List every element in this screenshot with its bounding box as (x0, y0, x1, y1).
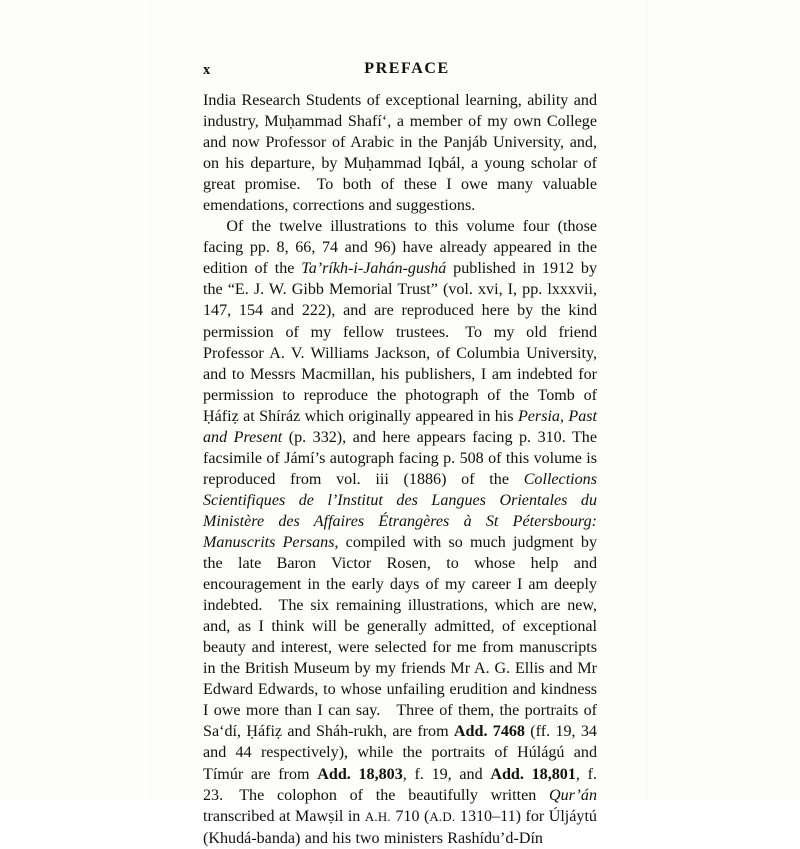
folio-number: x (203, 62, 211, 78)
page-title: PREFACE (364, 60, 450, 77)
text-run-italic: Ta’ríkh-i-Jahán-gushá (301, 260, 447, 278)
scan-edge-right (646, 0, 647, 800)
running-head (203, 58, 597, 88)
text-run-italic: Persia, Past and Present (203, 407, 598, 446)
scan-edge-left (150, 0, 151, 800)
body-paragraph-1: India Research Students of exceptional learning, ability and industry, Muḥammad Shafí‘, a member of my own College and now Professor of Arabic in the Panjáb University, and, on his departure, by Muḥammad Iqbál, a young scholar of great promise. To both of these I owe many valuable emendations, corrections and suggestions. (203, 92, 597, 215)
text-run-bold: Add. 18,803 (317, 765, 403, 783)
text-run-smallcaps: A.D. (429, 809, 456, 824)
text-run-bold: Add. 7468 (453, 723, 525, 741)
text-column (203, 58, 597, 849)
text-run-bold: Add. 18,801 (490, 765, 576, 783)
body-paragraph-2: Of the twelve illustrations to this volume four (those facing pp. 8, 66, 74 and 96) have already appeared in the edition of the Ta’ríkh-i-Jahán-gushá published in 1912 by the “E. J. W. Gibb Memorial Trust” (vol. xvi, I, pp. lxxxvii, 147, 154 and 222), and are reproduced here by the kind permission of my fellow trustees. To my old friend Professor A. V. Williams Jackson, of Columbia University, and to Messrs Macmillan, his publishers, I am indebted for permission to reproduce the photograph of the Tomb of Ḥáfiẓ at Shíráz which originally appeared in his Persia, Past and Present (p. 332), and here appears facing p. 310. The facsimile of Jámí’s autograph facing p. 508 of this volume is reproduced from vol. iii (1886) of the Collections Scientifiques de l’Institut des Langues Orientales du Ministère des Affaires Étrangères à St Pétersbourg: Manuscrits Persans, compiled with so much judgment by the late Baron Victor Rosen, to whose help and encouragement in the early days of my career I am deeply indebted. The six remaining illustrations, which are new, and, as I think will be generally admitted, of exceptional beauty and interest, were selected for me from manuscripts in the British Museum by my friends Mr A. G. Ellis and Mr Edward Edwards, to whose unfailing erudition and kindness I owe more than I can say. Three of them, the portraits of Sa‘dí, Ḥáfiẓ and Sháh-rukh, are from Add. 7468 (ff. 19, 34 and 44 respectively), while the portraits of Húlágú and Tímúr are from Add. 18,803, f. 19, and Add. 18,801, f. 23. The colophon of the beautifully written Qur’án transcribed at Mawṣil in A.H. 710 (A.D. 1310–11) for Úljáytú (Khudá-banda) and his two ministers Rashídu’d-Dín (203, 218, 598, 847)
text-run-italic: Collections Scientifiques de l’Institut des Langues Orientales du Ministère des Affaires Étrangères à St Pétersbourg: Manuscrits Persans (203, 470, 597, 551)
text-run-italic: Qur’án (549, 786, 597, 804)
text-run-smallcaps: A.H. (364, 809, 391, 824)
